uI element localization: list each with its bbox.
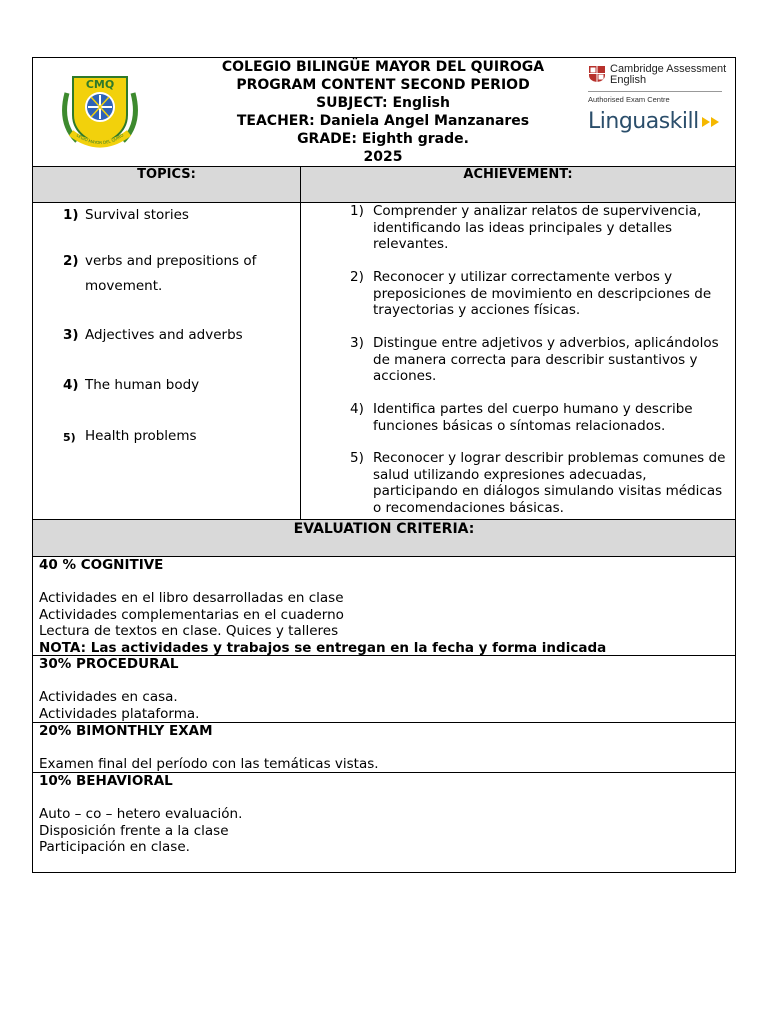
list-item: Participación en clase. [39,839,190,855]
list-item: Auto – co – hetero evaluación. [39,806,243,822]
evaluation-criteria-header: EVALUATION CRITERIA: [33,519,735,557]
cognitive-block [33,557,735,656]
subject-line: SUBJECT: English [316,95,450,111]
achievement-header: ACHIEVEMENT: [463,167,573,182]
list-item: Actividades complementarias en el cuaderno [39,606,344,623]
cognitive-title: 40 % COGNITIVE [39,557,164,573]
authorised-exam-centre: Authorised Exam Centre [588,95,670,104]
topic-number: 5) [63,431,76,444]
cambridge-linguaskill-logo [588,64,728,134]
column-divider [300,203,301,519]
teacher-line: TEACHER: Daniela Angel Manzanares [236,113,530,129]
column-divider [300,167,301,203]
exam-title: 20% BIMONTHLY EXAM [39,723,213,739]
achievement-number: 4) [350,401,364,417]
topic-number: 1) [63,207,79,223]
topic-number: 2) [63,253,79,269]
topic-text: Health problems [85,428,197,444]
achievement-number: 5) [350,450,364,466]
school-crest-logo [57,63,143,151]
topic-number: 4) [63,377,79,393]
topic-text: verbs and prepositions of movement. [85,253,257,294]
svg-text:CMQ: CMQ [85,78,115,91]
cambridge-shield-icon [588,65,606,83]
year-line: 2025 [363,149,403,165]
achievement-number: 2) [350,269,364,285]
svg-text:COLEGIO MAYOR DEL QUIROGA: LEGIO MAYOR DEL QUIRO [75,132,125,146]
achievement-text: Comprender y analizar relatos de supervivencia, identificando las ideas principales y detalles relevantes. [373,203,702,252]
school-name: COLEGIO BILINGÜE MAYOR DEL QUIROGA [221,59,545,75]
procedural-title: 30% PROCEDURAL [39,656,179,672]
behavioral-block [33,773,735,872]
topic-text: Adjectives and adverbs [85,327,243,343]
list-item: Disposición frente a la clase [39,822,229,839]
double-arrow-icon [701,115,723,129]
list-item: Actividades en el libro desarrolladas en clase [39,590,344,606]
document-title [193,58,573,166]
linguaskill-wordmark: Linguaskill [588,109,699,134]
achievement-text: Distingue entre adjetivos y adverbios, aplicándolos de manera correcta para describir sustantivos y acciones. [373,335,719,384]
bimonthly-exam-block [33,723,735,773]
table-header-row [33,167,735,203]
document-header [33,58,735,167]
cambridge-line2: English [610,74,647,86]
list-item: Lectura de textos en clase. Quices y talleres [39,623,339,639]
list-item: Actividades en casa. [39,689,178,705]
topics-achievements-row [33,203,735,519]
divider [588,91,722,92]
achievement-number: 1) [350,203,364,219]
list-item: Actividades plataforma. [39,705,200,722]
delivery-note: NOTA: Las actividades y trabajos se entregan en la fecha y forma indicada [39,639,607,656]
achievement-text: Reconocer y utilizar correctamente verbos y preposiciones de movimiento en descripciones de trayectorias y acciones físicas. [373,269,712,318]
achievement-number: 3) [350,335,364,351]
grade-line: GRADE: Eighth grade. [297,131,469,147]
program-title: PROGRAM CONTENT SECOND PERIOD [236,77,530,93]
achievement-text: Reconocer y lograr describir problemas comunes de salud utilizando expresiones adecuadas, participando en diálogos simulando visitas médicas o recomendaciones básicas. [373,450,726,516]
cambridge-line1: Cambridge Assessment [610,63,727,75]
achievement-text: Identifica partes del cuerpo humano y describe funciones básicas o síntomas relacionados. [373,401,693,434]
topic-number: 3) [63,327,79,343]
program-content-table [32,57,736,873]
topic-text: Survival stories [85,207,189,223]
topic-text: The human body [85,377,200,393]
list-item: Examen final del período con las temáticas vistas. [39,756,379,772]
behavioral-title: 10% BEHAVIORAL [39,773,173,789]
topics-header: TOPICS: [137,167,196,182]
procedural-block [33,656,735,723]
